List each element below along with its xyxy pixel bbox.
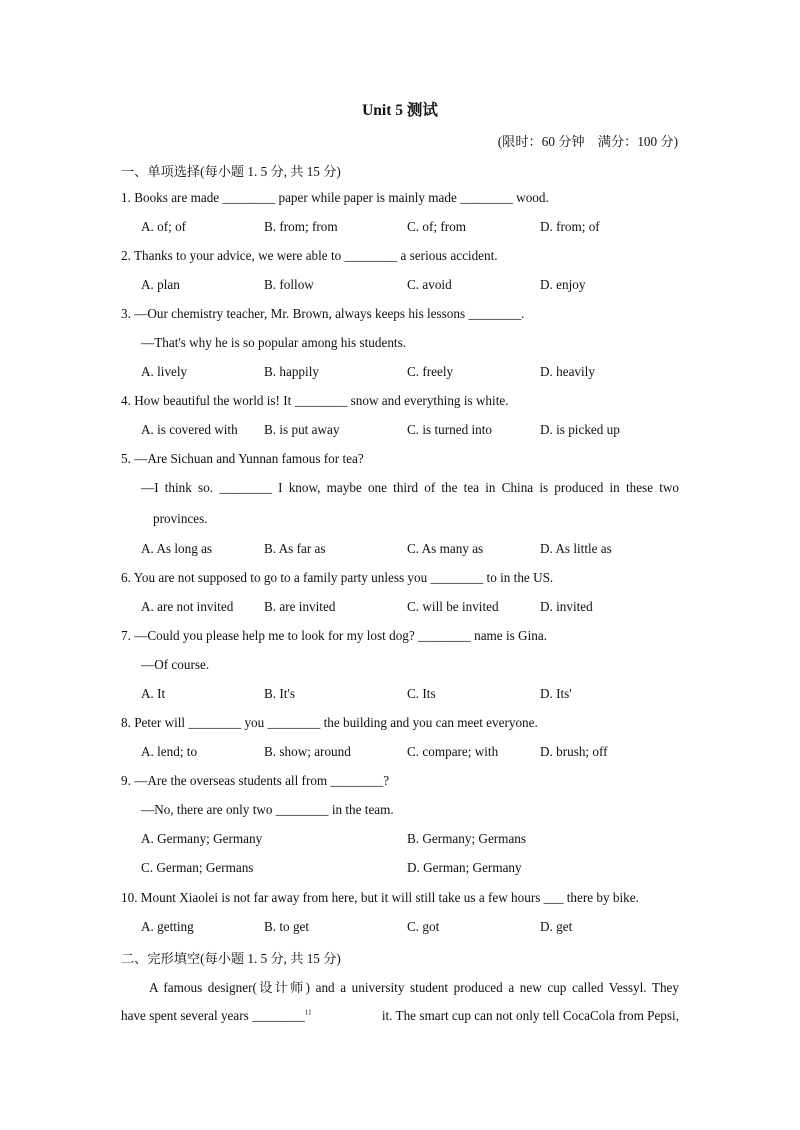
question-reply: —Of course. — [141, 657, 210, 672]
option: D. is picked up — [540, 422, 620, 437]
option: C. Its — [407, 686, 436, 701]
option: D. heavily — [540, 364, 595, 379]
option: D. brush; off — [540, 744, 608, 759]
page-title: Unit 5 测试 — [362, 102, 438, 119]
option: B. It's — [264, 686, 295, 701]
option: B. are invited — [264, 599, 336, 614]
option: A. lend; to — [141, 744, 198, 759]
question-stem: 3. —Our chemistry teacher, Mr. Brown, always keeps his lessons ________. — [121, 306, 525, 321]
question-stem: 7. —Could you please help me to look for my lost dog? ________ name is Gina. — [121, 628, 547, 643]
option: C. As many as — [407, 541, 484, 556]
option: B. to get — [264, 919, 310, 934]
section-1-heading: 一、单项选择(每小题 1. 5 分, 共 15 分) — [121, 164, 341, 179]
option: D. invited — [540, 599, 593, 614]
question-stem: 8. Peter will ________ you ________ the building and you can meet everyone. — [121, 715, 538, 730]
time-score-info: (限时：60 分钟 满分：100 分) — [497, 134, 678, 149]
question-stem: 9. —Are the overseas students all from ________? — [121, 773, 390, 788]
question-stem: 6. You are not supposed to go to a family party unless you ________ to in the US. — [121, 570, 554, 585]
question-reply: —That's why he is so popular among his students. — [141, 335, 407, 350]
option: A. plan — [141, 277, 180, 292]
option: D. As little as — [540, 541, 612, 556]
option: B. follow — [264, 277, 314, 292]
option: A. is covered with — [141, 422, 238, 437]
option: C. German; Germans — [141, 860, 254, 875]
passage-line: A famous designer(设计师) and a university student produced a new cup called Vessyl. They — [149, 980, 679, 995]
question-reply: —I think so. ________ I know, maybe one third of the tea in China is produced in these two — [141, 480, 679, 495]
option: A. As long as — [141, 541, 213, 556]
option: A. getting — [141, 919, 194, 934]
option: A. of; of — [141, 219, 187, 234]
blank-number: 11 — [304, 1008, 312, 1017]
option: D. German; Germany — [407, 860, 522, 875]
option: C. got — [407, 919, 440, 934]
option: C. will be invited — [407, 599, 499, 614]
option: B. is put away — [264, 422, 340, 437]
passage-text: have spent several years ________$^{11}$ — [121, 1008, 312, 1023]
question-reply-continued: provinces. — [153, 511, 208, 526]
question-stem: 1. Books are made ________ paper while paper is mainly made ________ wood. — [121, 190, 549, 205]
option: D. get — [540, 919, 573, 934]
passage-text: it. The smart cup can not only tell CocaCola from Pepsi, — [381, 1008, 679, 1023]
option: B. show; around — [264, 744, 351, 759]
section-2-heading: 二、完形填空(每小题 1. 5 分, 共 15 分) — [121, 951, 341, 966]
option: A. are not invited — [141, 599, 234, 614]
option: C. of; from — [407, 219, 466, 234]
option: A. Germany; Germany — [141, 831, 263, 846]
option: D. enjoy — [540, 277, 586, 292]
option: A. lively — [141, 364, 188, 379]
option: B. As far as — [264, 541, 326, 556]
option: B. happily — [264, 364, 319, 379]
question-stem: 2. Thanks to your advice, we were able to ________ a serious accident. — [121, 248, 498, 263]
question-reply: —No, there are only two ________ in the team. — [141, 802, 394, 817]
option: C. freely — [407, 364, 454, 379]
option: D. from; of — [540, 219, 600, 234]
question-stem: 10. Mount Xiaolei is not far away from here, but it will still take us a few hours ___ there by bike. — [121, 890, 639, 905]
passage-line — [121, 1008, 679, 1024]
option: A. It — [141, 686, 166, 701]
option: B. from; from — [264, 219, 338, 234]
option: C. is turned into — [407, 422, 492, 437]
option: B. Germany; Germans — [407, 831, 527, 846]
question-stem: 5. —Are Sichuan and Yunnan famous for tea? — [121, 451, 364, 466]
option: C. compare; with — [407, 744, 499, 759]
question-stem: 4. How beautiful the world is! It ________ snow and everything is white. — [121, 393, 509, 408]
option: C. avoid — [407, 277, 452, 292]
option: D. Its' — [540, 686, 572, 701]
